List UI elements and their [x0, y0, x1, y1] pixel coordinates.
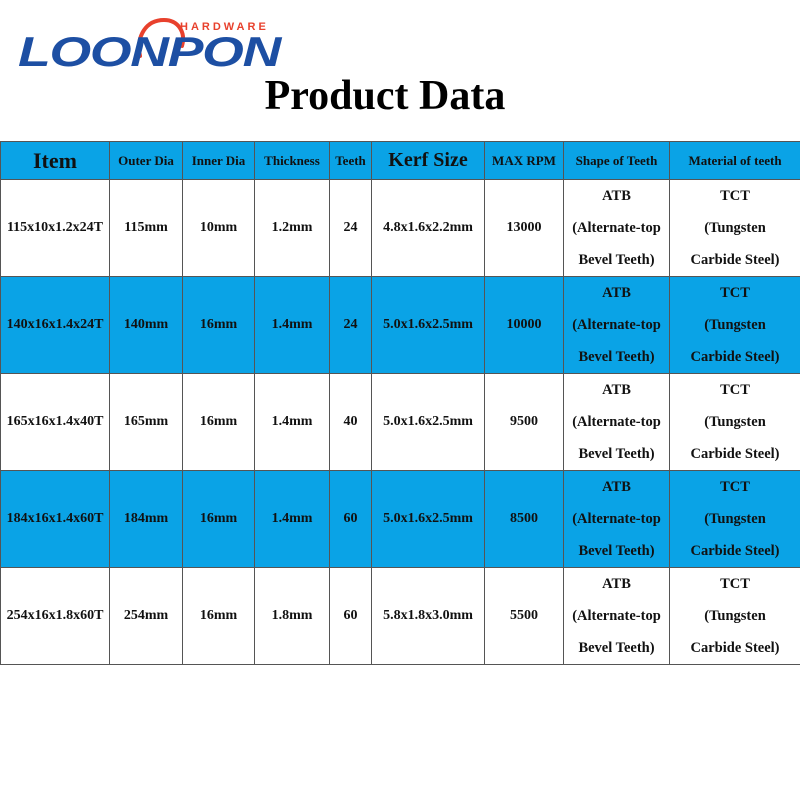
table-header-row — [1, 142, 800, 180]
cell-max-rpm: 13000 — [485, 180, 564, 277]
shape-line: (Alternate-top — [572, 511, 661, 527]
cell-inner-dia: 16mm — [183, 568, 255, 665]
shape-line: Bevel Teeth) — [578, 252, 655, 268]
cell-teeth: 24 — [330, 277, 372, 374]
material-line: Carbide Steel) — [690, 640, 780, 656]
table-row — [1, 374, 800, 471]
material-line: Carbide Steel) — [690, 252, 780, 268]
cell-item: 165x16x1.4x40T — [1, 374, 110, 471]
cell-teeth: 24 — [330, 180, 372, 277]
cell-max-rpm: 10000 — [485, 277, 564, 374]
material-line: TCT — [720, 188, 750, 204]
header-max-rpm: MAX RPM — [485, 142, 564, 180]
cell-outer-dia: 140mm — [110, 277, 183, 374]
cell-shape-of-teeth — [564, 471, 670, 568]
cell-max-rpm: 5500 — [485, 568, 564, 665]
material-line: Carbide Steel) — [690, 446, 780, 462]
cell-shape-of-teeth — [564, 180, 670, 277]
material-line: (Tungsten — [704, 414, 766, 430]
header-item: Item — [1, 142, 110, 180]
cell-inner-dia: 16mm — [183, 374, 255, 471]
brand-tagline: HARDWARE — [180, 21, 269, 33]
cell-max-rpm: 9500 — [485, 374, 564, 471]
cell-item: 184x16x1.4x60T — [1, 471, 110, 568]
loonpon-logo-graphic — [18, 14, 288, 76]
cell-kerf-size: 5.0x1.6x2.5mm — [372, 277, 485, 374]
cell-teeth: 60 — [330, 568, 372, 665]
cell-thickness: 1.4mm — [255, 374, 330, 471]
header-thickness: Thickness — [255, 142, 330, 180]
cell-material-of-teeth — [670, 277, 800, 374]
material-line: TCT — [720, 576, 750, 592]
cell-inner-dia: 16mm — [183, 471, 255, 568]
header-teeth: Teeth — [330, 142, 372, 180]
cell-outer-dia: 184mm — [110, 471, 183, 568]
cell-shape-of-teeth — [564, 568, 670, 665]
cell-item: 115x10x1.2x24T — [1, 180, 110, 277]
cell-outer-dia: 165mm — [110, 374, 183, 471]
cell-max-rpm: 8500 — [485, 471, 564, 568]
page-title: Product Data — [264, 73, 506, 119]
material-line: TCT — [720, 479, 750, 495]
cell-kerf-size: 5.0x1.6x2.5mm — [372, 471, 485, 568]
material-line: (Tungsten — [704, 511, 766, 527]
shape-line: ATB — [602, 285, 631, 301]
cell-item: 140x16x1.4x24T — [1, 277, 110, 374]
table-row — [1, 471, 800, 568]
cell-shape-of-teeth — [564, 277, 670, 374]
cell-item: 254x16x1.8x60T — [1, 568, 110, 665]
header-kerf-size: Kerf Size — [372, 142, 485, 180]
shape-line: ATB — [602, 479, 631, 495]
brand-name: LOONPON — [18, 28, 284, 75]
cell-inner-dia: 16mm — [183, 277, 255, 374]
cell-material-of-teeth — [670, 374, 800, 471]
material-line: (Tungsten — [704, 317, 766, 333]
cell-material-of-teeth — [670, 471, 800, 568]
shape-line: Bevel Teeth) — [578, 543, 655, 559]
cell-thickness: 1.4mm — [255, 471, 330, 568]
cell-kerf-size: 5.8x1.8x3.0mm — [372, 568, 485, 665]
material-line: TCT — [720, 285, 750, 301]
cell-shape-of-teeth — [564, 374, 670, 471]
header-material-of-teeth: Material of teeth — [670, 142, 800, 180]
material-line: (Tungsten — [704, 220, 766, 236]
shape-line: Bevel Teeth) — [578, 446, 655, 462]
cell-material-of-teeth — [670, 568, 800, 665]
product-data-table — [0, 141, 800, 665]
material-line: (Tungsten — [704, 608, 766, 624]
table-row — [1, 277, 800, 374]
cell-teeth: 60 — [330, 471, 372, 568]
header-shape-of-teeth: Shape of Teeth — [564, 142, 670, 180]
cell-thickness: 1.4mm — [255, 277, 330, 374]
shape-line: (Alternate-top — [572, 220, 661, 236]
cell-outer-dia: 254mm — [110, 568, 183, 665]
cell-thickness: 1.8mm — [255, 568, 330, 665]
shape-line: (Alternate-top — [572, 608, 661, 624]
shape-line: ATB — [602, 382, 631, 398]
header-inner-dia: Inner Dia — [183, 142, 255, 180]
cell-kerf-size: 4.8x1.6x2.2mm — [372, 180, 485, 277]
shape-line: (Alternate-top — [572, 317, 661, 333]
shape-line: ATB — [602, 188, 631, 204]
cell-kerf-size: 5.0x1.6x2.5mm — [372, 374, 485, 471]
shape-line: (Alternate-top — [572, 414, 661, 430]
brand-logo — [18, 14, 288, 76]
shape-line: ATB — [602, 576, 631, 592]
shape-line: Bevel Teeth) — [578, 349, 655, 365]
cell-material-of-teeth — [670, 180, 800, 277]
header-outer-dia: Outer Dia — [110, 142, 183, 180]
cell-thickness: 1.2mm — [255, 180, 330, 277]
shape-line: Bevel Teeth) — [578, 640, 655, 656]
cell-inner-dia: 10mm — [183, 180, 255, 277]
material-line: Carbide Steel) — [690, 349, 780, 365]
table-row — [1, 180, 800, 277]
cell-teeth: 40 — [330, 374, 372, 471]
table-row — [1, 568, 800, 665]
cell-outer-dia: 115mm — [110, 180, 183, 277]
material-line: Carbide Steel) — [690, 543, 780, 559]
material-line: TCT — [720, 382, 750, 398]
